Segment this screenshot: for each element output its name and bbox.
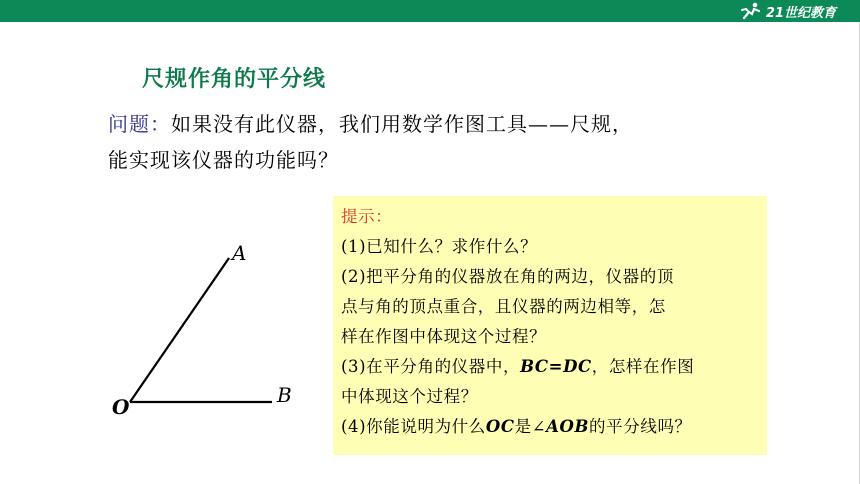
label-a: A [232, 241, 247, 265]
top-bar [0, 0, 860, 22]
label-b: B [277, 383, 292, 407]
hint-item-2-line-3: 样在作图中体现这个过程？ [341, 327, 547, 346]
logo-text: 21世纪教育 [765, 5, 836, 21]
hint-item-4-post: 的平分线吗？ [589, 417, 692, 436]
angle-diagram [100, 230, 320, 430]
ray-oa [130, 258, 229, 402]
hint-item-3-pre: (3)在平分角的仪器中， [341, 357, 521, 376]
question-label: 问题： [108, 112, 171, 136]
hint-item-4-pre: (4)你能说明为什么 [341, 417, 486, 436]
runner-icon [740, 2, 762, 20]
page-title: 尺规作角的平分线 [142, 67, 327, 92]
hint-item-4-oc: OC [485, 417, 515, 436]
question-line-1 [108, 106, 748, 142]
hint-item-3-post: ，怎样在作图 [591, 357, 695, 376]
question-line-2: 能实现该仪器的功能吗？ [108, 148, 339, 172]
angle-figure [100, 230, 320, 434]
question-text [108, 106, 748, 178]
hint-item-4-mid: 是∠ [514, 417, 547, 436]
question-line1-text: 如果没有此仪器，我们用数学作图工具——尺规， [171, 112, 633, 136]
logo [740, 1, 836, 21]
hint-item-2-line-2: 点与角的顶点重合，且仪器的两边相等，怎 [341, 297, 666, 316]
hint-title: 提示： [341, 207, 393, 226]
hint-item-1: (1)已知什么？求作什么？ [341, 237, 538, 256]
hint-item-4-aob: AOB [546, 417, 590, 436]
hint-item-3-line-1 [341, 352, 757, 382]
hint-item-3-line-2: 中体现这个过程？ [341, 387, 478, 406]
hint-item-3-equation: BC=DC [520, 357, 592, 376]
hint-item-4 [341, 412, 757, 442]
hint-item-2-line-1: (2)把平分角的仪器放在角的两边，仪器的顶 [341, 267, 674, 286]
hint-box [333, 196, 767, 455]
label-o: O [112, 395, 130, 419]
